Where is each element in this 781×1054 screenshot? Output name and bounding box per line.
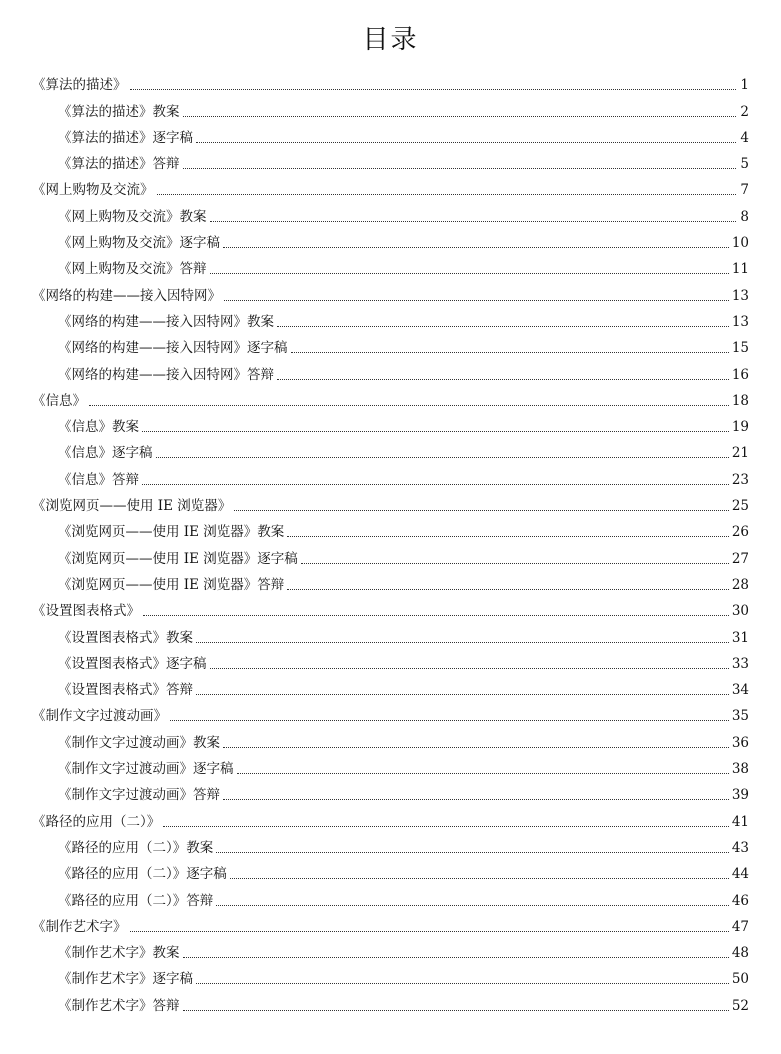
- toc-subentry[interactable]: [32, 936, 749, 962]
- dot-leader: [130, 930, 729, 932]
- toc-subentry[interactable]: [32, 305, 749, 331]
- toc-entry-title: 《制作文字过渡动画》教案: [58, 734, 220, 751]
- toc-subentry[interactable]: [32, 962, 749, 988]
- toc-entry-title: 《信息》逐字稿: [58, 445, 153, 462]
- toc-page-number: 38: [731, 761, 749, 778]
- toc-entry-title: 《网络的构建——接入因特网》逐字稿: [58, 340, 288, 357]
- toc-entry-title: 《设置图表格式》教案: [58, 629, 193, 646]
- dot-leader: [170, 719, 729, 721]
- dot-leader: [210, 272, 729, 274]
- dot-leader: [291, 351, 729, 353]
- dot-leader: [157, 193, 737, 195]
- toc-page-number: 36: [731, 734, 749, 751]
- toc-entry-title: 《算法的描述》教案: [58, 103, 180, 120]
- toc-subentry[interactable]: [32, 94, 749, 120]
- toc-entry-title: 《制作艺术字》: [32, 918, 127, 935]
- toc-entry-title: 《算法的描述》: [32, 77, 127, 94]
- dot-leader: [183, 167, 737, 169]
- toc-entry-title: 《算法的描述》答辩: [58, 156, 180, 173]
- toc-subentry[interactable]: [32, 515, 749, 541]
- toc-page-number: 31: [731, 629, 749, 646]
- dot-leader: [163, 825, 729, 827]
- toc-subentry[interactable]: [32, 541, 749, 567]
- toc-chapter-entry[interactable]: [32, 489, 749, 515]
- toc-subentry[interactable]: [32, 568, 749, 594]
- toc-entry-title: 《路径的应用（二）》逐字稿: [58, 866, 227, 883]
- toc-page-number: 16: [731, 366, 749, 383]
- toc-page-number: 46: [731, 892, 749, 909]
- dot-leader: [183, 115, 737, 117]
- dot-leader: [277, 378, 729, 380]
- toc-entry-title: 《信息》: [32, 392, 86, 409]
- toc-chapter-entry[interactable]: [32, 68, 749, 94]
- toc-page-number: 47: [731, 918, 749, 935]
- toc-subentry[interactable]: [32, 752, 749, 778]
- dot-leader: [183, 956, 729, 958]
- toc-entry-title: 《浏览网页——使用 IE 浏览器》教案: [58, 524, 285, 541]
- toc-chapter-entry[interactable]: [32, 594, 749, 620]
- dot-leader: [223, 798, 729, 800]
- dot-leader: [237, 772, 729, 774]
- dot-leader: [183, 1009, 729, 1011]
- toc-entry-title: 《网络的构建——接入因特网》教案: [58, 313, 274, 330]
- toc-subentry[interactable]: [32, 857, 749, 883]
- toc-page-number: 28: [731, 576, 749, 593]
- toc-page-number: 13: [731, 287, 749, 304]
- toc-subentry[interactable]: [32, 725, 749, 751]
- toc-page-number: 44: [731, 866, 749, 883]
- toc-chapter-entry[interactable]: [32, 699, 749, 725]
- toc-entry-title: 《设置图表格式》答辩: [58, 682, 193, 699]
- dot-leader: [234, 509, 729, 511]
- toc-entry-title: 《设置图表格式》逐字稿: [58, 655, 207, 672]
- toc-entry-title: 《设置图表格式》: [32, 603, 140, 620]
- dot-leader: [224, 299, 729, 301]
- toc-page-number: 23: [731, 471, 749, 488]
- toc-entry-title: 《制作艺术字》教案: [58, 945, 180, 962]
- toc-subentry[interactable]: [32, 252, 749, 278]
- toc-page-number: 35: [731, 708, 749, 725]
- toc-page-number: 48: [731, 945, 749, 962]
- dot-leader: [196, 693, 729, 695]
- toc-chapter-entry[interactable]: [32, 173, 749, 199]
- toc-entry-title: 《制作文字过渡动画》逐字稿: [58, 761, 234, 778]
- toc-subentry[interactable]: [32, 831, 749, 857]
- dot-leader: [230, 877, 729, 879]
- toc-page-number: 7: [740, 182, 749, 199]
- toc-chapter-entry[interactable]: [32, 384, 749, 410]
- toc-subentry[interactable]: [32, 620, 749, 646]
- dot-leader: [210, 220, 737, 222]
- toc-page-number: 33: [731, 655, 749, 672]
- toc-page-number: 18: [731, 392, 749, 409]
- toc-page-number: 25: [731, 498, 749, 515]
- dot-leader: [287, 535, 729, 537]
- dot-leader: [301, 562, 729, 564]
- toc-entry-title: 《浏览网页——使用 IE 浏览器》逐字稿: [58, 550, 298, 567]
- toc-subentry[interactable]: [32, 462, 749, 488]
- toc-subentry[interactable]: [32, 147, 749, 173]
- dot-leader: [196, 141, 736, 143]
- toc-page-number: 2: [740, 103, 749, 120]
- dot-leader: [142, 430, 729, 432]
- toc-subentry[interactable]: [32, 410, 749, 436]
- toc-entry-title: 《网上购物及交流》答辩: [58, 261, 207, 278]
- toc-subentry[interactable]: [32, 226, 749, 252]
- toc-subentry[interactable]: [32, 988, 749, 1014]
- dot-leader: [223, 746, 729, 748]
- dot-leader: [196, 982, 729, 984]
- toc-subentry[interactable]: [32, 121, 749, 147]
- toc-entry-title: 《制作艺术字》逐字稿: [58, 971, 193, 988]
- toc-entry-title: 《路径的应用（二）》答辩: [58, 892, 214, 909]
- toc-entry-title: 《制作艺术字》答辩: [58, 997, 180, 1014]
- toc-page-number: 10: [731, 235, 749, 252]
- toc-subentry[interactable]: [32, 778, 749, 804]
- toc-chapter-entry[interactable]: [32, 804, 749, 830]
- toc-page-number: 5: [740, 156, 749, 173]
- dot-leader: [130, 88, 737, 90]
- table-of-contents: [32, 68, 749, 1015]
- dot-leader: [142, 483, 729, 485]
- toc-page-number: 30: [731, 603, 749, 620]
- toc-entry-title: 《信息》答辩: [58, 471, 139, 488]
- toc-page-number: 43: [731, 839, 749, 856]
- dot-leader: [216, 851, 729, 853]
- toc-entry-title: 《网络的构建——接入因特网》: [32, 287, 221, 304]
- dot-leader: [196, 641, 729, 643]
- toc-page-number: 27: [731, 550, 749, 567]
- toc-subentry[interactable]: [32, 331, 749, 357]
- toc-page-number: 4: [740, 129, 749, 146]
- toc-page-number: 13: [731, 313, 749, 330]
- toc-page-number: 8: [740, 208, 749, 225]
- toc-subentry[interactable]: [32, 883, 749, 909]
- toc-page-number: 52: [731, 997, 749, 1014]
- toc-entry-title: 《制作文字过渡动画》: [32, 708, 167, 725]
- toc-entry-title: 《网上购物及交流》教案: [58, 208, 207, 225]
- toc-entry-title: 《信息》教案: [58, 419, 139, 436]
- dot-leader: [156, 456, 729, 458]
- toc-page-number: 15: [731, 340, 749, 357]
- toc-subentry[interactable]: [32, 673, 749, 699]
- toc-entry-title: 《路径的应用（二）》教案: [58, 839, 214, 856]
- dot-leader: [277, 325, 729, 327]
- dot-leader: [143, 614, 729, 616]
- toc-entry-title: 《浏览网页——使用 IE 浏览器》答辩: [58, 576, 285, 593]
- toc-page-number: 50: [731, 971, 749, 988]
- dot-leader: [287, 588, 729, 590]
- toc-subentry[interactable]: [32, 436, 749, 462]
- toc-subentry[interactable]: [32, 647, 749, 673]
- toc-page-number: 11: [731, 261, 749, 278]
- toc-entry-title: 《制作文字过渡动画》答辩: [58, 787, 220, 804]
- toc-page-number: 34: [731, 682, 749, 699]
- toc-subentry[interactable]: [32, 199, 749, 225]
- toc-entry-title: 《算法的描述》逐字稿: [58, 129, 193, 146]
- toc-entry-title: 《网上购物及交流》: [32, 182, 154, 199]
- toc-page-number: 41: [731, 813, 749, 830]
- toc-page-number: 26: [731, 524, 749, 541]
- toc-entry-title: 《路径的应用（二）》: [32, 813, 161, 830]
- toc-page-number: 39: [731, 787, 749, 804]
- toc-entry-title: 《网上购物及交流》逐字稿: [58, 235, 220, 252]
- toc-chapter-entry[interactable]: [32, 278, 749, 304]
- toc-entry-title: 《网络的构建——接入因特网》答辩: [58, 366, 274, 383]
- toc-page-number: 1: [740, 77, 749, 94]
- dot-leader: [216, 904, 729, 906]
- toc-subentry[interactable]: [32, 357, 749, 383]
- toc-entry-title: 《浏览网页——使用 IE 浏览器》: [32, 498, 232, 515]
- page-title: 目录: [362, 25, 419, 55]
- toc-chapter-entry[interactable]: [32, 910, 749, 936]
- dot-leader: [223, 246, 729, 248]
- toc-page-number: 21: [731, 445, 749, 462]
- toc-page-number: 19: [731, 419, 749, 436]
- dot-leader: [89, 404, 729, 406]
- dot-leader: [210, 667, 729, 669]
